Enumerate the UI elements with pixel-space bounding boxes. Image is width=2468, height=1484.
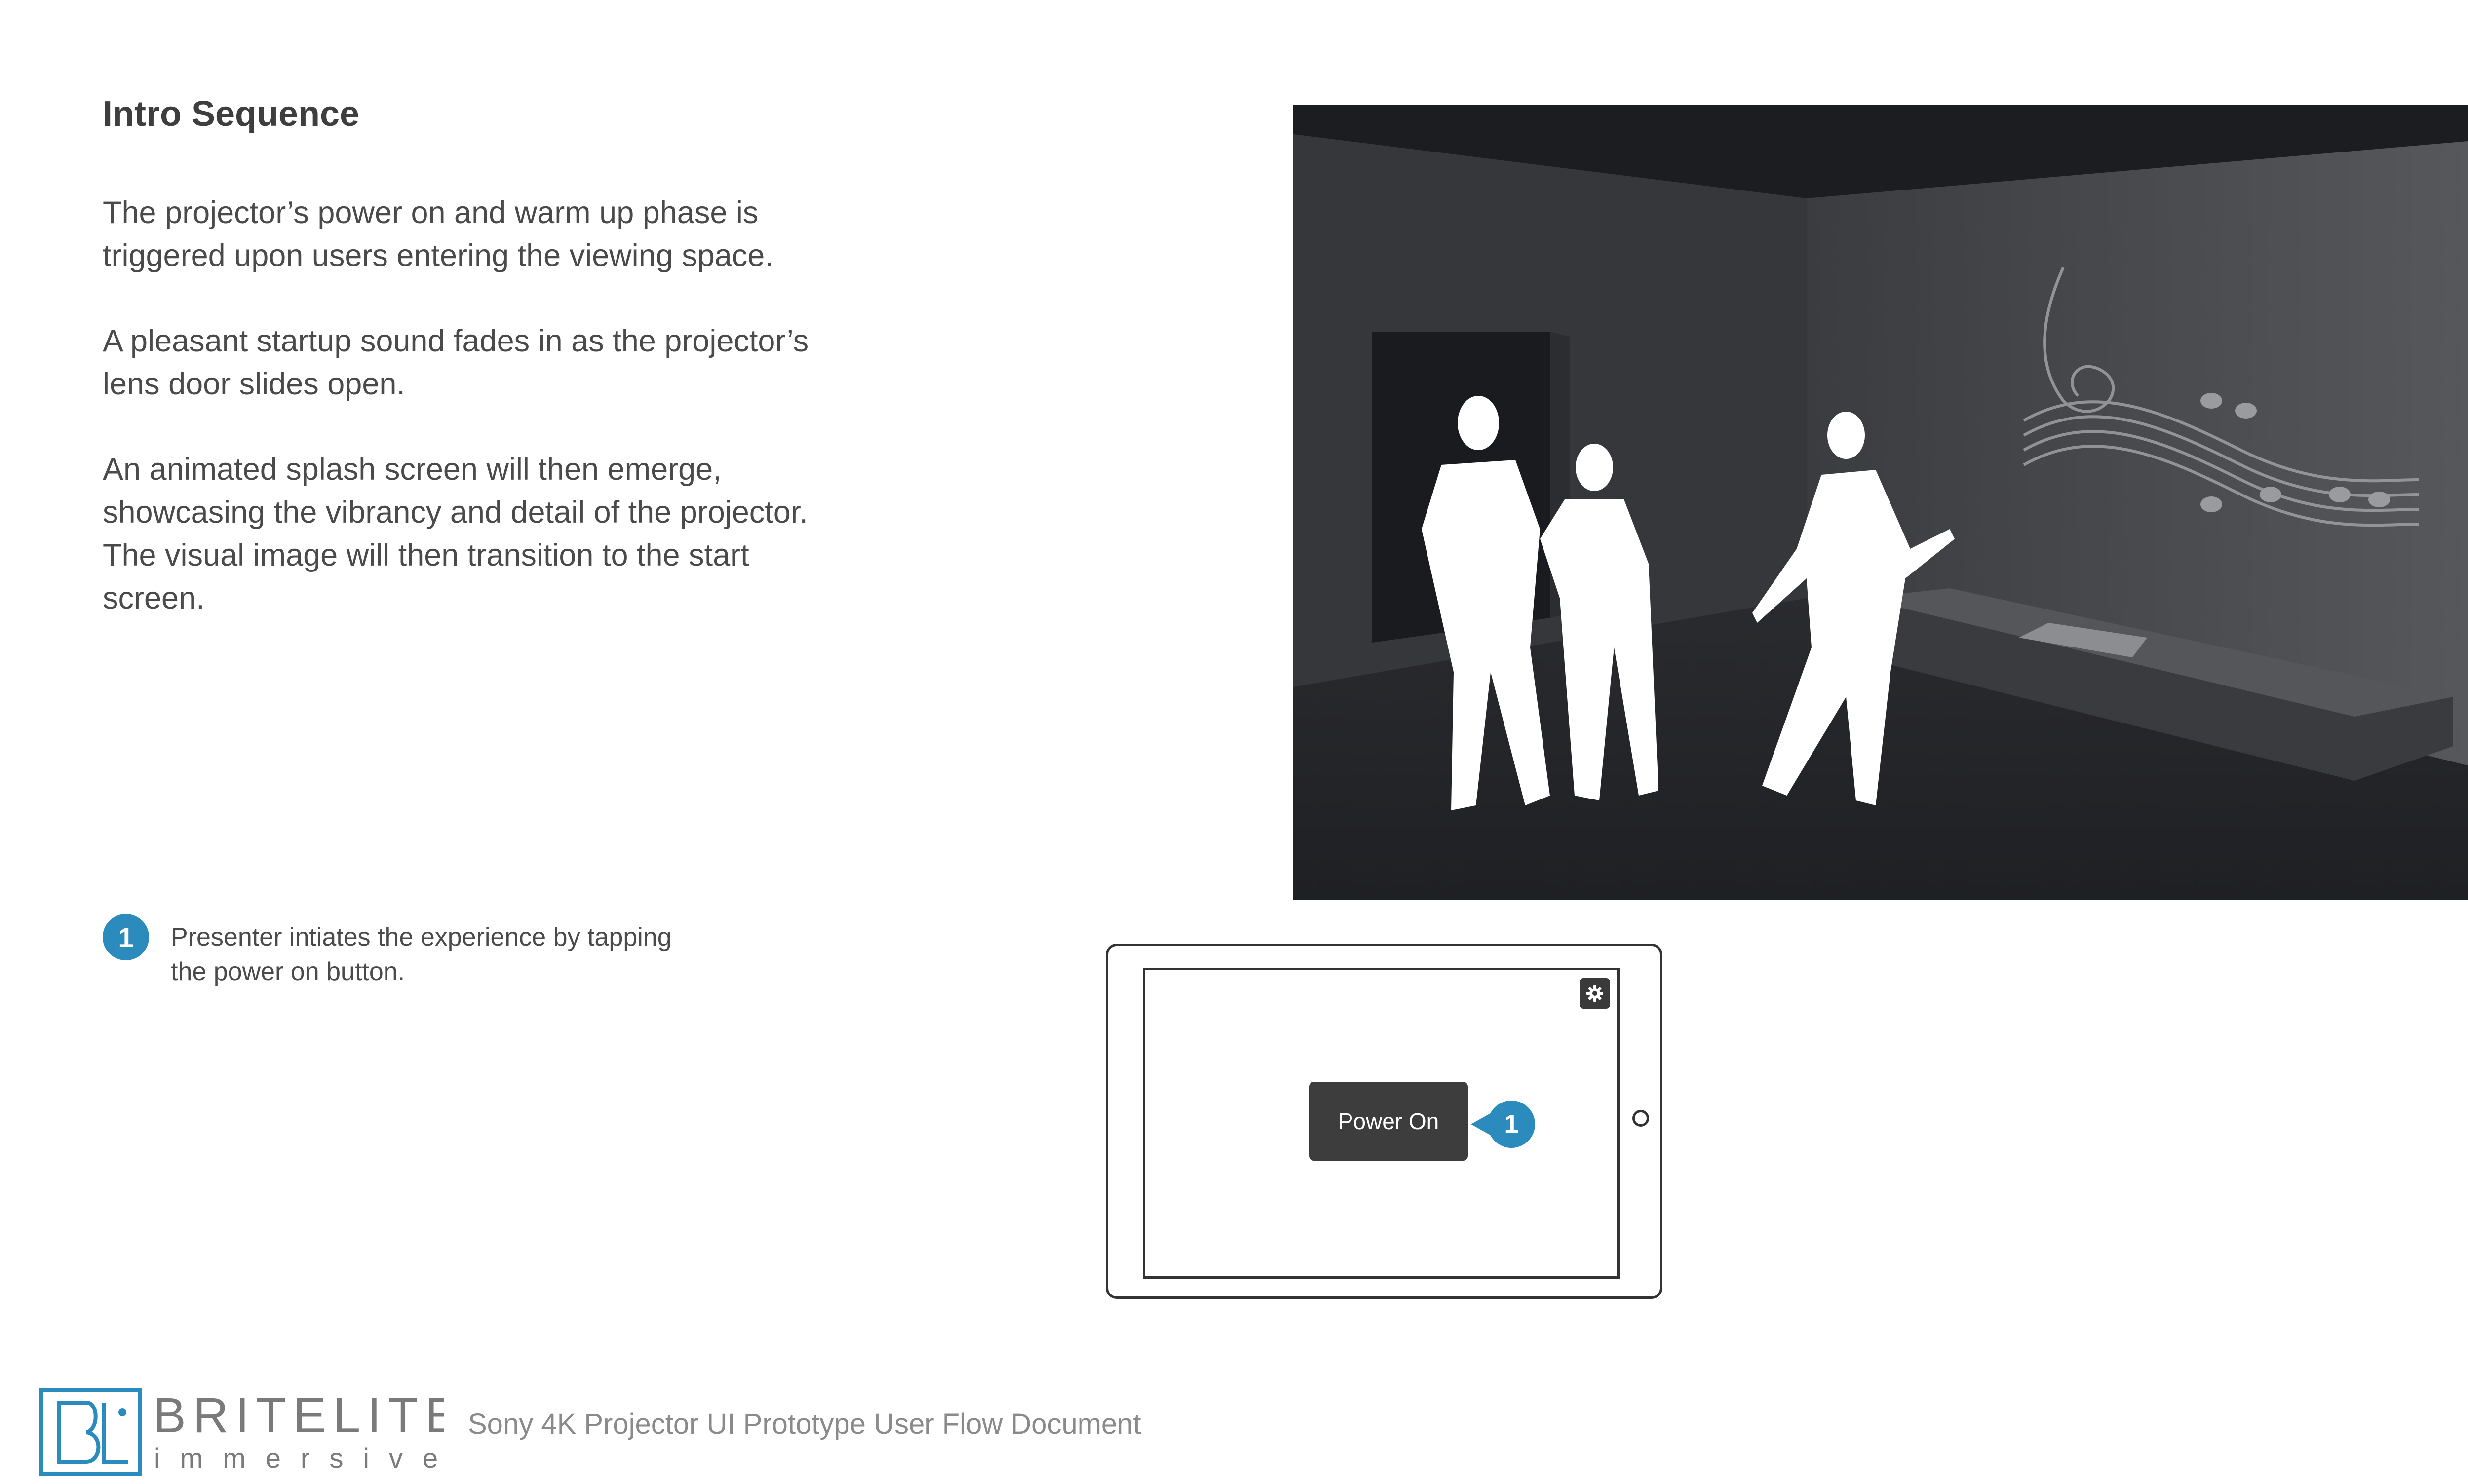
paragraph-power-on: The projector’s power on and warm up phase is triggered upon users entering the viewing space. xyxy=(103,195,773,273)
step-description: Presenter intiates the experience by tapping the power on button. xyxy=(171,923,672,986)
paragraph-splash-screen: An animated splash screen will then emerge, showcasing the vibrancy and detail of the projector. The visual image will then transition to the start screen. xyxy=(103,452,808,615)
power-on-button[interactable]: Power On xyxy=(1309,1082,1468,1161)
room-illustration xyxy=(1293,105,2468,900)
settings-button[interactable] xyxy=(1580,978,1610,1009)
brand-tagline: immersive xyxy=(154,1443,444,1474)
section-title: Intro Sequence xyxy=(103,94,360,134)
paragraph-startup-sound: A pleasant startup sound fades in as the projector’s lens door slides open. xyxy=(103,324,809,401)
document-title: Sony 4K Projector UI Prototype User Flow Document xyxy=(468,1408,1141,1440)
tablet-mockup xyxy=(1106,944,1662,1299)
tablet-screen xyxy=(1143,968,1620,1279)
britelite-logo-mark xyxy=(39,1388,444,1482)
home-button[interactable] xyxy=(1632,1110,1649,1127)
callout-number: 1 xyxy=(1504,1110,1519,1139)
gear-icon xyxy=(1585,984,1605,1003)
britelite-logo xyxy=(39,1388,444,1484)
step-number-badge: 1 xyxy=(103,914,149,960)
brand-name: BRITELITE xyxy=(153,1388,444,1443)
